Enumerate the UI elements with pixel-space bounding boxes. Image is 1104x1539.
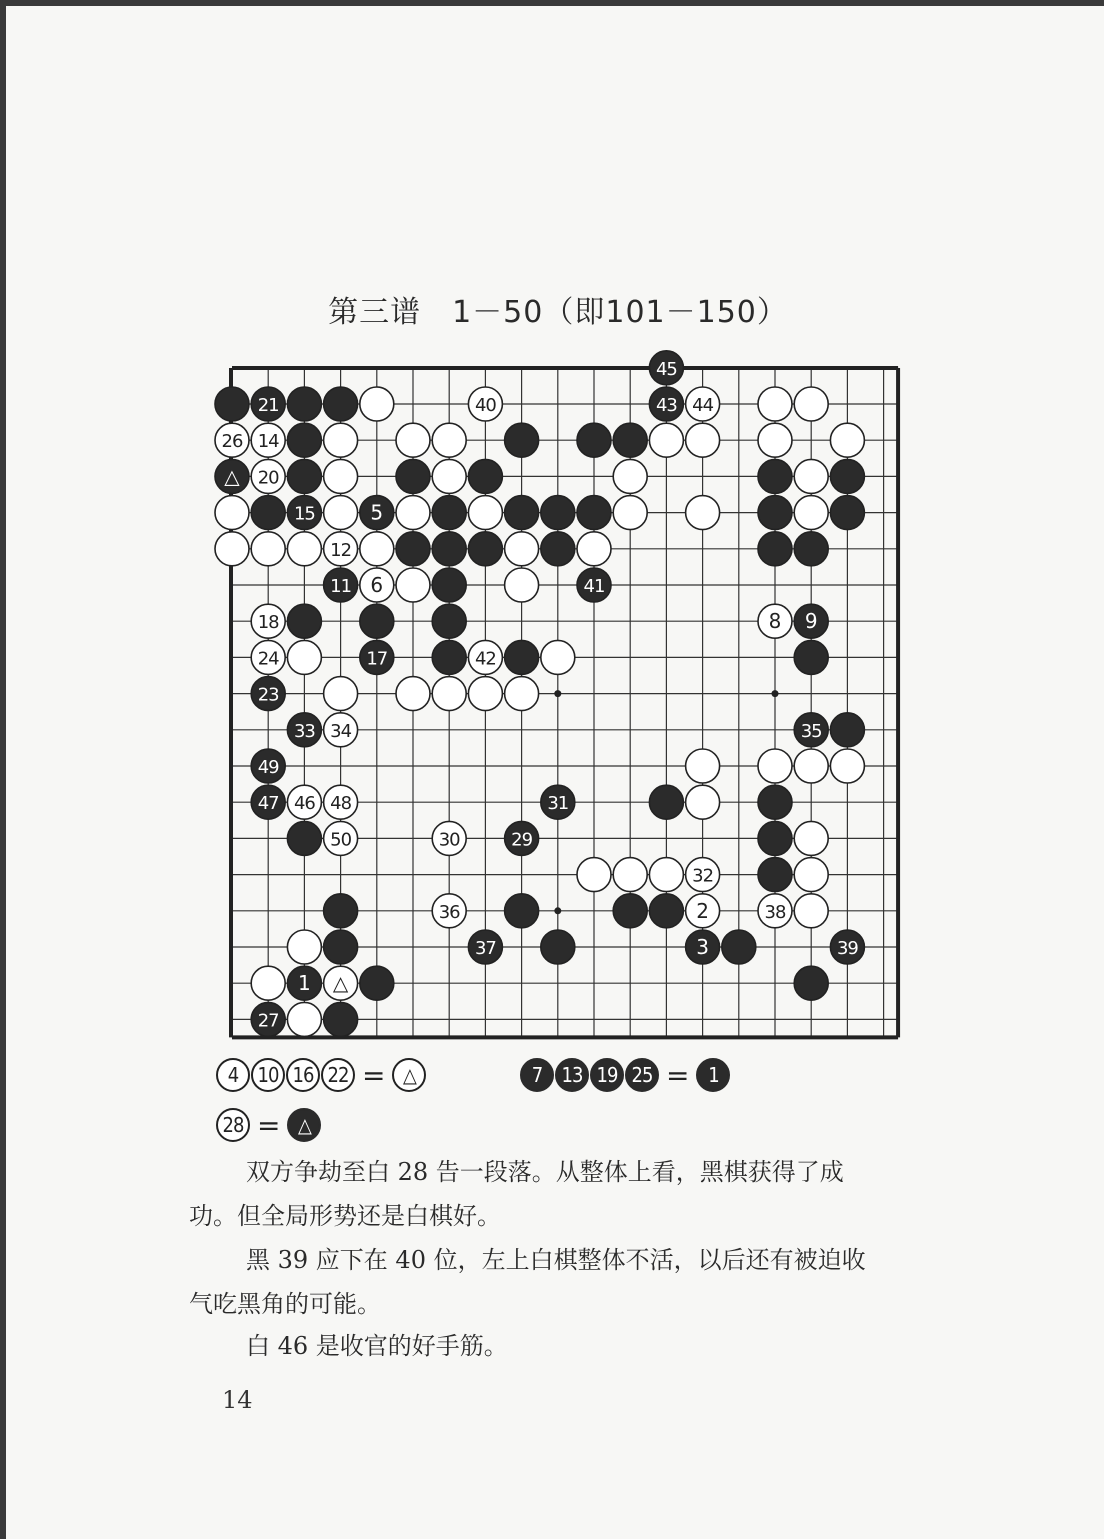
stone-label: 38 xyxy=(764,901,786,923)
white-stone xyxy=(758,749,792,783)
black-stone xyxy=(649,351,683,385)
go-board-diagram xyxy=(6,6,1104,1539)
black-stone xyxy=(324,894,358,928)
stone-label: 34 xyxy=(330,720,352,742)
white-stone xyxy=(251,423,285,457)
star-point xyxy=(554,907,561,914)
stone-label: 48 xyxy=(330,793,352,815)
stone-label: 14 xyxy=(257,431,279,453)
stone-label: 3 xyxy=(696,935,709,959)
star-point xyxy=(554,690,561,697)
black-stone xyxy=(468,459,502,493)
stone-label: 2 xyxy=(696,898,709,923)
stone-label: 44 xyxy=(692,395,714,416)
white-stone xyxy=(758,387,792,421)
white-stone xyxy=(324,423,358,457)
black-stone xyxy=(324,1002,358,1036)
black-stone xyxy=(577,423,611,457)
black-stone xyxy=(505,640,539,674)
black-stone xyxy=(649,894,683,928)
black-stone xyxy=(360,496,394,530)
black-stone xyxy=(758,858,792,892)
white-stone xyxy=(794,749,828,783)
legend-target-stone: △ xyxy=(392,1058,426,1092)
legend-white-stone: 4 xyxy=(216,1058,250,1092)
white-stone xyxy=(251,532,285,566)
paragraph-2-line-1: 黑 39 应下在 40 位，左上白棋整体不活，以后还有被迫收 xyxy=(246,1246,866,1274)
paragraph-3-line-1: 白 46 是收官的好手筋。 xyxy=(246,1332,508,1360)
white-stone xyxy=(215,496,249,530)
stone-label: 20 xyxy=(257,467,279,489)
white-stone xyxy=(794,496,828,530)
white-stone xyxy=(287,785,321,819)
legend-white-28 xyxy=(216,1108,321,1142)
black-stone xyxy=(215,459,249,493)
stone-label: 23 xyxy=(257,684,279,706)
black-stone xyxy=(432,568,466,602)
white-stone xyxy=(324,532,358,566)
black-stone xyxy=(758,496,792,530)
stone-label: △ xyxy=(332,971,349,996)
black-stone xyxy=(830,496,864,530)
white-stone xyxy=(541,640,575,674)
stone-label: 50 xyxy=(330,829,352,851)
black-stone xyxy=(505,496,539,530)
black-stone xyxy=(287,821,321,855)
white-stone xyxy=(577,858,611,892)
white-stone xyxy=(758,894,792,928)
white-stone xyxy=(686,858,720,892)
paragraph-1-line-2: 功。但全局形势还是白棋好。 xyxy=(189,1202,501,1230)
black-stone xyxy=(505,894,539,928)
stone-label: 26 xyxy=(221,431,243,453)
white-stone xyxy=(324,459,358,493)
stone-label: 12 xyxy=(330,539,352,561)
black-stone xyxy=(287,423,321,457)
white-stone xyxy=(324,785,358,819)
stone-label: 36 xyxy=(438,901,460,923)
white-stone xyxy=(360,387,394,421)
stone-label: 27 xyxy=(257,1010,279,1032)
legend-equals: = xyxy=(257,1108,281,1142)
white-stone xyxy=(468,640,502,674)
white-stone xyxy=(686,894,720,928)
black-stone xyxy=(324,930,358,964)
stone-label: 35 xyxy=(800,720,822,742)
stone-label: 18 xyxy=(257,612,279,634)
black-stone xyxy=(360,604,394,638)
white-stone xyxy=(686,387,720,421)
white-stone xyxy=(432,459,466,493)
white-stone xyxy=(396,496,430,530)
black-stone xyxy=(541,785,575,819)
legend-black-ko xyxy=(520,1058,730,1092)
stone-label: 29 xyxy=(511,829,533,851)
black-stone xyxy=(722,930,756,964)
black-stone xyxy=(758,459,792,493)
stone-label: △ xyxy=(224,464,240,489)
black-stone xyxy=(830,459,864,493)
black-stone xyxy=(324,568,358,602)
black-stone xyxy=(577,568,611,602)
white-stone xyxy=(613,496,647,530)
legend-white-stone: 22 xyxy=(321,1058,355,1092)
black-stone xyxy=(468,930,502,964)
stone-label: 9 xyxy=(804,609,818,634)
white-stone xyxy=(432,677,466,711)
black-stone xyxy=(287,459,321,493)
white-stone xyxy=(396,423,430,457)
black-stone xyxy=(794,532,828,566)
black-stone xyxy=(360,640,394,674)
stone-label: 21 xyxy=(257,395,279,416)
black-stone xyxy=(649,387,683,421)
black-stone xyxy=(215,387,249,421)
white-stone xyxy=(686,749,720,783)
white-stone xyxy=(360,568,394,602)
black-stone xyxy=(287,387,321,421)
legend-black-stone: 25 xyxy=(625,1058,659,1092)
legend-equals: = xyxy=(666,1058,690,1092)
white-stone xyxy=(613,459,647,493)
black-stone xyxy=(541,496,575,530)
black-stone xyxy=(794,640,828,674)
black-stone xyxy=(613,423,647,457)
black-stone xyxy=(287,966,321,1000)
white-stone xyxy=(324,821,358,855)
stone-label: 49 xyxy=(257,757,279,778)
white-stone xyxy=(758,604,792,638)
legend-black-stone: 19 xyxy=(590,1058,624,1092)
white-stone xyxy=(215,532,249,566)
black-stone xyxy=(794,604,828,638)
black-stone xyxy=(287,604,321,638)
white-stone xyxy=(505,532,539,566)
legend-equals: = xyxy=(362,1058,386,1092)
white-stone xyxy=(505,677,539,711)
white-stone xyxy=(324,966,358,1000)
stone-label: 1 xyxy=(298,971,311,996)
white-stone xyxy=(287,930,321,964)
stone-label: 37 xyxy=(474,938,496,959)
legend-white-stone: 10 xyxy=(251,1058,285,1092)
white-stone xyxy=(505,568,539,602)
black-stone xyxy=(505,423,539,457)
white-stone xyxy=(287,640,321,674)
black-stone xyxy=(287,713,321,747)
legend-white-ko xyxy=(216,1058,426,1092)
stone-label: 40 xyxy=(474,395,496,416)
black-stone xyxy=(794,713,828,747)
black-stone xyxy=(686,930,720,964)
black-stone xyxy=(432,640,466,674)
stone-label: 31 xyxy=(547,793,569,815)
black-stone xyxy=(794,966,828,1000)
black-stone xyxy=(830,930,864,964)
white-stone xyxy=(577,532,611,566)
black-stone xyxy=(758,785,792,819)
white-stone xyxy=(613,858,647,892)
white-stone xyxy=(468,677,502,711)
legend-black-stone: 13 xyxy=(555,1058,589,1092)
stone-label: 30 xyxy=(438,829,460,851)
white-stone xyxy=(396,568,430,602)
white-stone xyxy=(251,459,285,493)
stone-label: 42 xyxy=(474,648,496,670)
white-stone xyxy=(794,894,828,928)
white-stone xyxy=(287,1002,321,1036)
white-stone xyxy=(686,785,720,819)
stone-label: 39 xyxy=(836,938,858,959)
stone-label: 5 xyxy=(370,500,384,525)
book-page xyxy=(6,6,1104,1539)
white-stone xyxy=(324,677,358,711)
stone-label: 24 xyxy=(257,648,279,670)
white-stone xyxy=(287,532,321,566)
white-stone xyxy=(794,459,828,493)
black-stone xyxy=(251,749,285,783)
black-stone xyxy=(758,821,792,855)
black-stone xyxy=(541,930,575,964)
stone-label: 33 xyxy=(293,720,315,742)
black-stone xyxy=(758,532,792,566)
stone-label: 41 xyxy=(583,576,605,597)
page-number: 14 xyxy=(222,1386,253,1414)
white-stone xyxy=(686,496,720,530)
white-stone xyxy=(794,858,828,892)
white-stone xyxy=(649,423,683,457)
black-stone xyxy=(396,459,430,493)
stone-label: 46 xyxy=(293,793,315,815)
black-stone xyxy=(613,894,647,928)
black-stone xyxy=(251,387,285,421)
white-stone xyxy=(794,387,828,421)
white-stone xyxy=(649,858,683,892)
white-stone xyxy=(794,821,828,855)
white-stone xyxy=(360,532,394,566)
black-stone xyxy=(251,677,285,711)
stone-label: 15 xyxy=(293,503,315,525)
black-stone xyxy=(541,532,575,566)
star-point xyxy=(772,690,779,697)
black-stone xyxy=(432,604,466,638)
paragraph-2-line-2: 气吃黑角的可能。 xyxy=(189,1290,381,1318)
black-stone xyxy=(360,966,394,1000)
stone-label: 32 xyxy=(692,865,714,887)
white-stone xyxy=(215,423,249,457)
stone-label: 11 xyxy=(330,576,352,597)
white-stone xyxy=(432,821,466,855)
black-stone xyxy=(251,785,285,819)
diagram-title: 第三谱 1－50（即101－150） xyxy=(328,295,788,330)
stone-label: 45 xyxy=(655,358,677,380)
white-stone xyxy=(468,496,502,530)
white-stone xyxy=(468,387,502,421)
black-stone xyxy=(649,785,683,819)
legend-black-stone: 7 xyxy=(520,1058,554,1092)
paragraph-1-line-1: 双方争劫至白 28 告一段落。从整体上看，黑棋获得了成 xyxy=(246,1158,844,1186)
white-stone xyxy=(830,749,864,783)
white-stone xyxy=(396,677,430,711)
legend-white-stone: 28 xyxy=(216,1108,250,1142)
white-stone xyxy=(432,423,466,457)
white-stone xyxy=(251,966,285,1000)
black-stone xyxy=(287,496,321,530)
legend-target-stone: △ xyxy=(287,1108,321,1142)
white-stone xyxy=(251,604,285,638)
stone-label: 47 xyxy=(257,793,279,815)
white-stone xyxy=(324,496,358,530)
black-stone xyxy=(830,713,864,747)
white-stone xyxy=(758,423,792,457)
white-stone xyxy=(830,423,864,457)
stone-label: 8 xyxy=(768,609,782,634)
stone-label: 6 xyxy=(370,573,384,597)
legend-white-stone: 16 xyxy=(286,1058,320,1092)
white-stone xyxy=(251,640,285,674)
white-stone xyxy=(686,423,720,457)
black-stone xyxy=(396,532,430,566)
stone-label: 43 xyxy=(655,395,677,416)
black-stone xyxy=(251,1002,285,1036)
black-stone xyxy=(577,496,611,530)
black-stone xyxy=(505,821,539,855)
white-stone xyxy=(324,713,358,747)
black-stone xyxy=(251,496,285,530)
black-stone xyxy=(432,532,466,566)
black-stone xyxy=(432,496,466,530)
stone-label: 17 xyxy=(366,648,388,670)
white-stone xyxy=(432,894,466,928)
legend-target-stone: 1 xyxy=(696,1058,730,1092)
black-stone xyxy=(324,387,358,421)
black-stone xyxy=(468,532,502,566)
